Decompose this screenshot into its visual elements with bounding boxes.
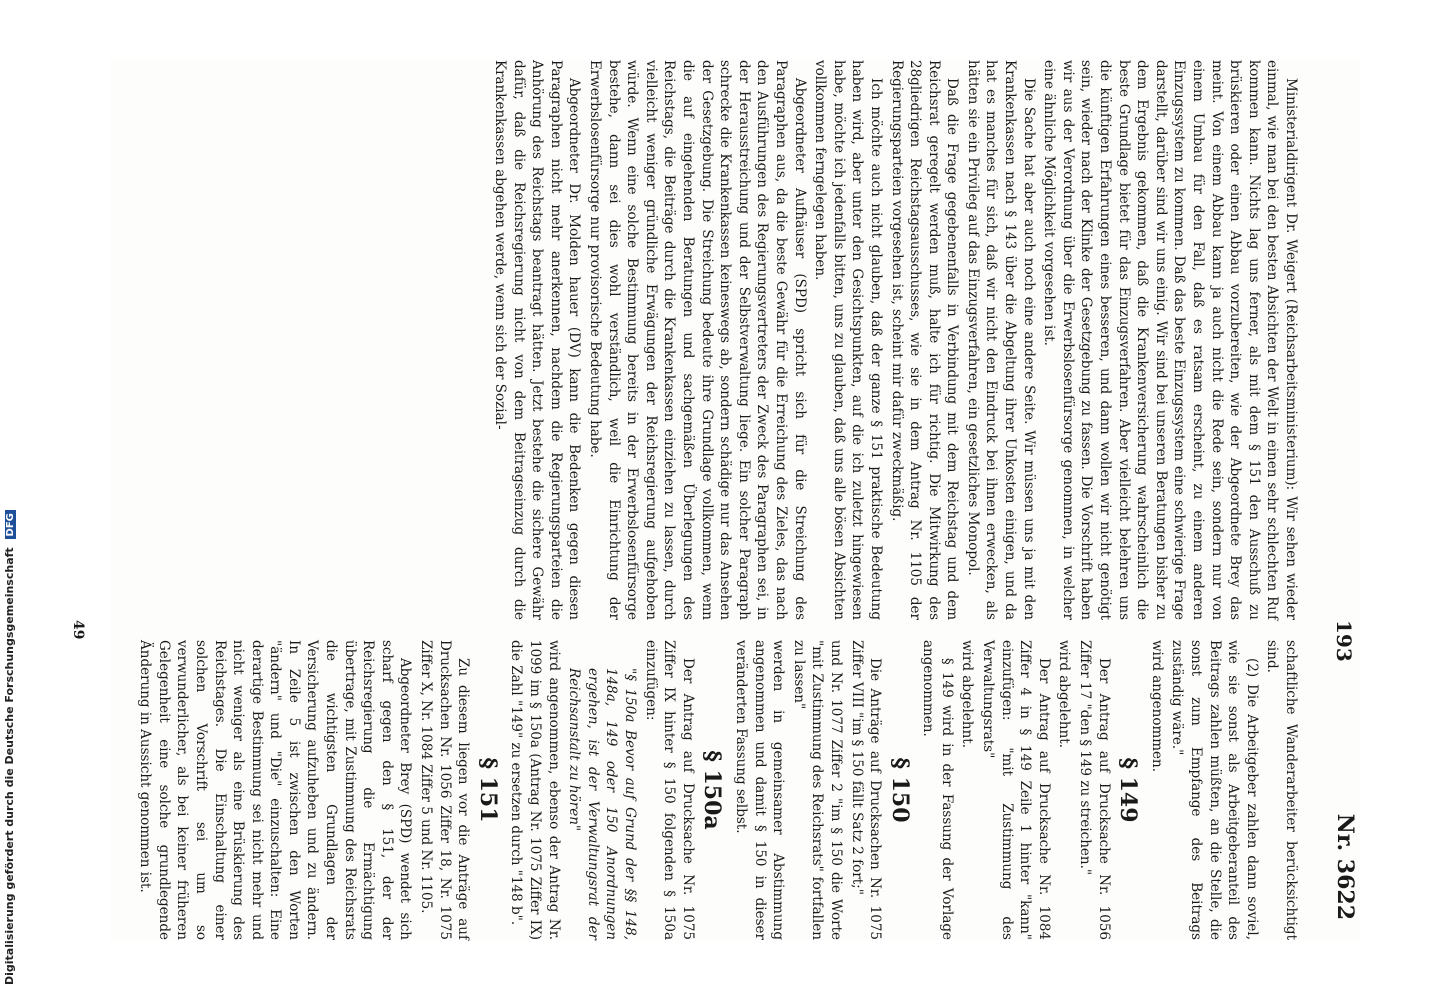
paragraph: Der Antrag auf Drucksache Nr. 1084 Ziffer 4 in § 149 Zeile 1 hinter "kann" einzufügen: "mit Zustimmung des Verwaltungsrats" xyxy=(980,640,1052,940)
left-text-column xyxy=(488,60,1300,620)
paragraph: wird angenommen. xyxy=(1148,640,1165,773)
page-number: 193 xyxy=(1332,620,1356,662)
paragraph: Daß die Frage gegebenenfalls in Verbindung mit dem Reichstag und dem Reichsrat geregelt werden muß, halte ich für richtig. Die Mitwirkung des 28gliedrigen Reichstagsausschusses, wie sie in dem Antrag Nr. 1105 der Regierungsparteien vorgesehen ist, scheint mir dafür zweckmäßig. xyxy=(888,60,961,620)
paragraph: Abgeordneter Aufhäuser (SPD) spricht sich für die Streichung des Paragraphen aus, da die beste Gewähr für die Erreichung des Zieles, das nach den Ausführungen des Regierungsvertreters der Zweck des Paragraphen sei, in der Herausstreichung und der Selbstverwaltung liege. Ein solcher Paragraph schrecke die Krankenkassen keineswegs ab, sondern schädige nur das Ansehen der Gesetzgebung. Die Streichung bedeute ihre Grundlage vollkommen, wenn die auf eingehenden Beratungen und sachgemäßen Überlegungen des Reichstags, die Beiträge durch die Krankenkassen einziehen zu lassen, durch vielleicht weniger gründliche Erwägungen der Reichsregierung aufgehoben würde. Wenn eine solche Bestimmung bereits in der Erwerbslosenfürsorge bestehe, dann sei dies wohl verständlich, weil die Einrichtung der Erwerbslosenfürsorge nur provisorische Bedeutung habe. xyxy=(587,60,808,620)
paragraph: Abgeordneter Dr. Molden hauer (DV) kann die Bedenken gegen diesen Paragraphen nicht mehr anerkennen, nachdem die Regierungsparteien die Anhörung des Reichstags beantragt hätten. Jetzt bestehe die sichere Gewähr dafür, daß die Reichsregierung nicht von dem Beitragseinzug durch die Krankenkassen abgehen werde, wenn sich der Sozial- xyxy=(492,60,583,620)
paragraph: Ich möchte auch nicht glauben, daß der ganze § 151 praktische Bedeutung haben wird, aber unter den Gesichtspunkten, auf die ich zuletzt hingewiesen habe, möchte ich jedenfalls bitten, uns zu glauben, daß uns alle bösen Absichten vollkommen ferngelegen haben. xyxy=(812,60,884,620)
paragraph: werden in gemeinsamer Abstimmung angenommen und damit § 150 in dieser veränderten Fassung selbst. xyxy=(732,640,787,940)
quoted-paragraph: "§ 150a Bevor auf Grund der §§ 148, 148a, 149 oder 150 Anordnungen ergehen, ist der Verwaltungsrat der Reichsanstalt zu hören" xyxy=(566,668,638,940)
section-heading-150a: § 150a xyxy=(699,750,726,830)
paragraph: Der Antrag auf Drucksache Nr. 1075 Ziffer IX hinter § 150 folgenden § 150a einzufügen: xyxy=(642,640,696,940)
page-header xyxy=(1320,60,1360,940)
document-number: Nr. 3622 xyxy=(1332,813,1358,920)
section-heading-151: § 151 xyxy=(474,757,501,823)
paragraph: wird abgelehnt. xyxy=(1056,640,1073,748)
paragraph: und Nr. 1077 Ziffer 2 "im § 150 die Worte "mit Zustimmung des Reichsrats" fortfallen zu lassen" xyxy=(790,640,844,940)
paragraph: Die Sache hat aber auch noch eine andere Seite. Wir müssen uns ja mit den Krankenkassen nach § 143 über die Abgeltung ihrer Unkosten einigen, und da hat es manches für sich, daß wir nicht den Eindruck bei ihnen erwecken, als hätten sie ein Privileg auf das Einzugsverfahren, ein gesetzliches Monopol. xyxy=(964,60,1037,620)
scanned-document-page xyxy=(70,60,1360,940)
paragraph: § 149 wird in der Fassung der Vorlage angenommen. xyxy=(920,640,955,940)
paragraph: Der Antrag auf Drucksache Nr. 1056 Ziffer 17 "den § 149 zu streichen." xyxy=(1077,640,1112,940)
paragraph: Ministerialdirigent Dr. Weigert (Reichsarbeitsministerium): Wir sehen wieder einmal, wie man bei den besten Absichten der Welt in einen sehr schlechten Ruf kommen kann. Nichts lag uns ferner, als mit dem § 151 den Ausschuß zu brüskieren oder einen Abbau vorzubereiten, wie der Abgeordnete Brey das meint. Von einem Abbau kann ja auch nicht die Rede sein, sondern nur von einem Umbau für den Fall, daß es ratsam erscheint, zu einem anderen Einzugssystem zu kommen. Daß das beste Einzugssystem eine schwierige Frage darstellt, darüber sind wir uns einig. Wir sind bei unseren Beratungen bisher zu dem Ergebnis gekommen, daß die Krankenversicherung wahrscheinlich die beste Grundlage bietet für das Einzugsverfahren. Aber vielleicht belehren uns die künftigen Erfahrungen eines besseren, und dann wollen wir nicht genötigt sein, wieder nach der Klinke der Gesetzgebung zu fassen. Die Vorschrift haben wir aus der Verordnung über die Erwerbslosenfürsorge genommen, in welcher eine ähnliche Möglichkeit vorgesehen ist. xyxy=(1041,60,1299,620)
section-heading-150: § 150 xyxy=(886,757,913,823)
section-heading-149: § 149 xyxy=(1115,757,1142,823)
paragraph: Abgeordneter Brey (SPD) wendet sich scharf gegen den § 151, der der Reichsregierung die Ermächtigung übertrage, mit Zustimmung des Reichsrats die wichtigsten Grundlagen der Versicherung aufzuheben und zu ändern. In Zeile 5 ist zwischen den Worten "ändern" und "Die" einzuschalten: Eine derartige Bestimmung sei nicht mehr und nicht weniger als eine Brüskierung des Reichstages. Die Einschaltung einer solchen Vorschrift sei um so verwunderlicher, als bei keiner früheren Gelegenheit eine solche grundlegende Änderung in Aussicht genommen ist. xyxy=(137,640,414,940)
digitization-credit-text: Digitalisierung gefördert durch die Deutsche Forschungsgemeinschaft xyxy=(3,547,16,985)
paragraph: schaftliche Wanderarbeiter berücksichtigt sind. xyxy=(1264,640,1299,940)
paragraph: Zu diesem liegen vor die Anträge auf Drucksachen Nr. 1056 Ziffer 18, Nr. 1075 Ziffer X, Nr. 1084 Ziffer 5 und Nr. 1105. xyxy=(418,640,472,940)
right-text-column xyxy=(134,640,1300,940)
sheet-signature: 49 xyxy=(70,620,86,640)
digitization-credit-sidebar xyxy=(0,0,22,1000)
paragraph: wird angenommen, ebenso der Antrag Nr. 1099 im § 150a (Antrag Nr. 1075 Ziffer IX) die Zahl "149" zu ersetzen durch "148 b". xyxy=(508,640,562,940)
dfg-logo: DFG xyxy=(5,510,16,539)
paragraph: Die Anträge auf Drucksachen Nr. 1075 Ziffer VIII "im § 150 fällt Satz 2 fort;" xyxy=(848,640,884,940)
paragraph: wird abgelehnt. xyxy=(959,640,976,748)
paragraph: (2) Die Arbeitgeber zahlen dann soviel, wie sie sonst als Arbeitgeberanteil des Beitrags zahlen müßten, an die Stelle, die sonst zum Empfange des Beitrags zuständig wäre." xyxy=(1169,640,1260,940)
